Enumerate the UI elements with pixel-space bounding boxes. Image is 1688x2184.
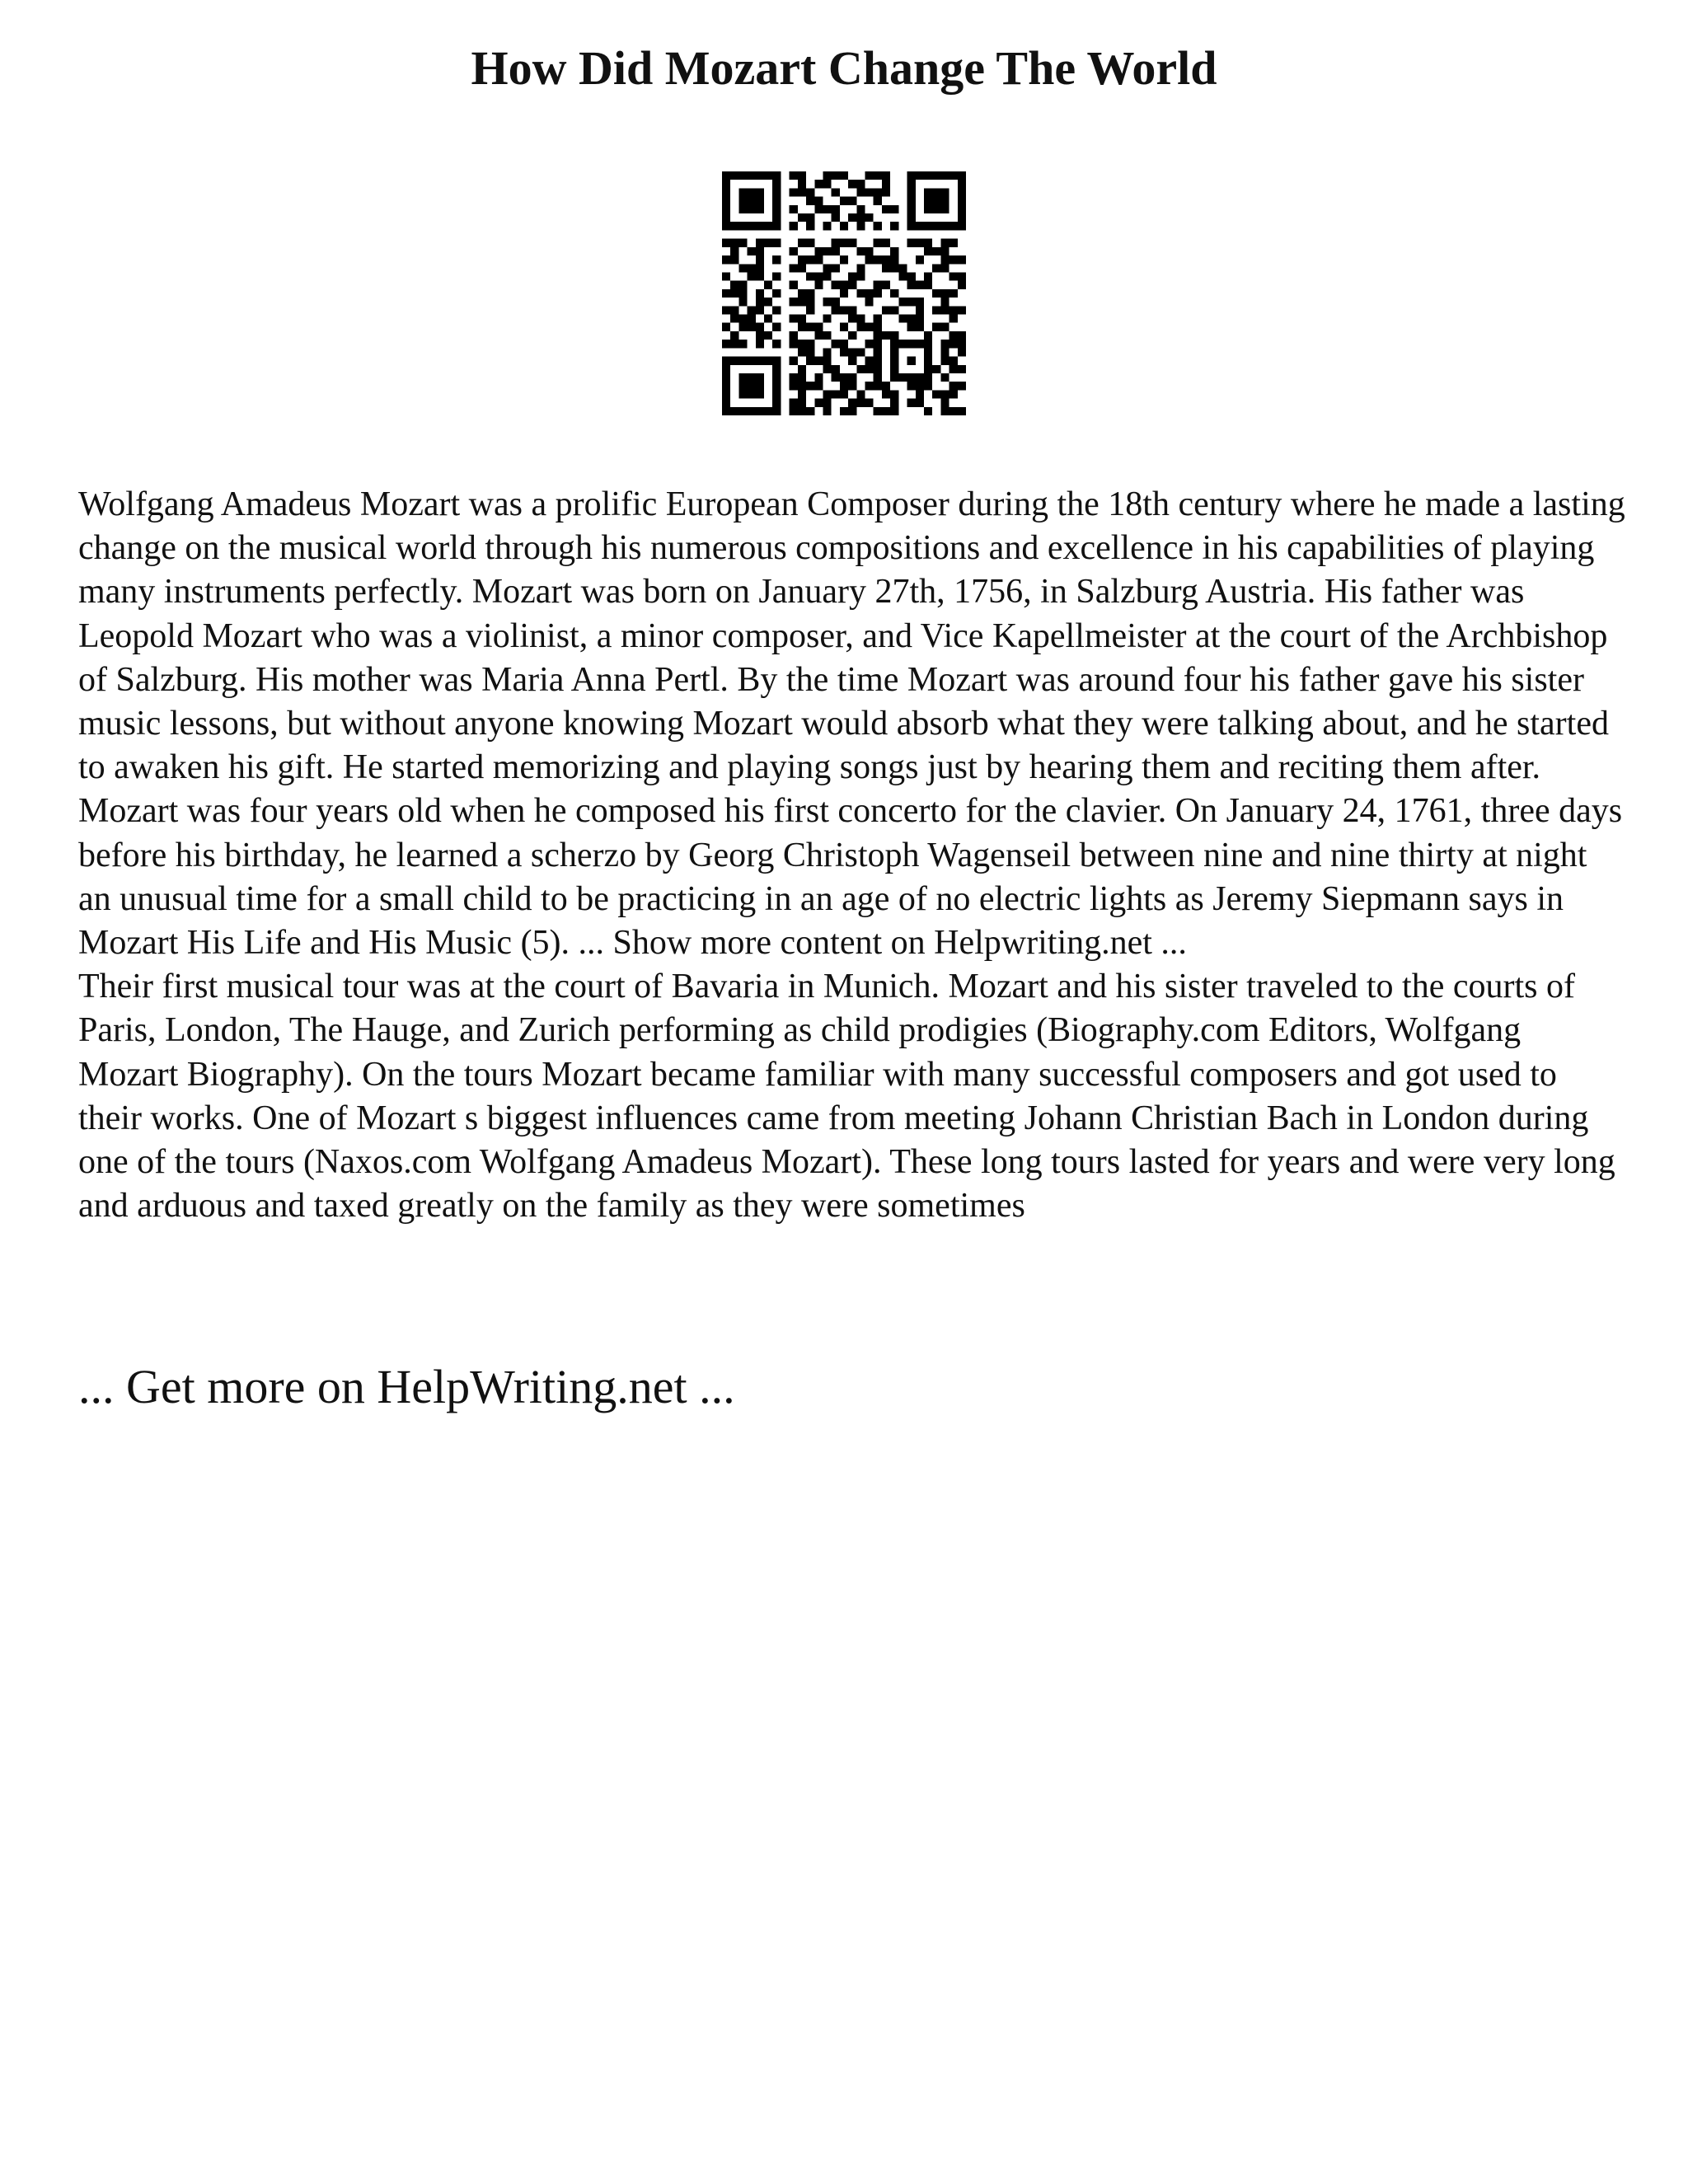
paragraph-intro: Wolfgang Amadeus Mozart was a prolific European Composer during the 18th century where he made a lasting change on the musical world through his numerous compositions and excellence in his capabilities of playing many instruments perfectly. Mozart was born on January 27th, 1756, in Salzburg Austria. His father was Leopold Mozart who was a violinist, a minor composer, and Vice Kapellmeister at the court of the Archbishop of Salzburg. His mother was Maria Anna Pertl. By the time Mozart was around four his father gave his sister music lessons, but without anyone knowing Mozart would absorb what they were talking about, and he started to awaken his gift. He started memorizing and playing songs just by hearing them and reciting them after. Mozart was four years old when he composed his first concerto for the clavier. On January 24, 1761, three days before his birthday, he learned a scherzo by Georg Christoph Wagenseil between nine and nine thirty at night an unusual time for a small child to be practicing in an age of no electric lights as Jeremy Siepmann says in Mozart His Life and His Music (5). ... Show more content on Helpwriting.net ... [78,485,1625,963]
qr-code-icon [722,171,966,415]
article-body [78,483,1628,1228]
page-title: How Did Mozart Change The World [471,41,1217,95]
paragraph-tours: Their first musical tour was at the court of Bavaria in Munich. Mozart and his sister traveled to the courts of Paris, London, The Hauge, and Zurich performing as child prodigies (Biography.com Editors, Wolfgang Mozart Biography). On the tours Mozart became familiar with many successful composers and got used to their works. One of Mozart s biggest influences came from meeting Johann Christian Bach in London during one of the tours (Naxos.com Wolfgang Amadeus Mozart). These long tours lasted for years and were very long and arduous and taxed greatly on the family as they were sometimes [78,968,1615,1226]
qr-code-graphic [722,171,966,415]
get-more-link[interactable]: ... Get more on HelpWriting.net ... [78,1360,735,1413]
